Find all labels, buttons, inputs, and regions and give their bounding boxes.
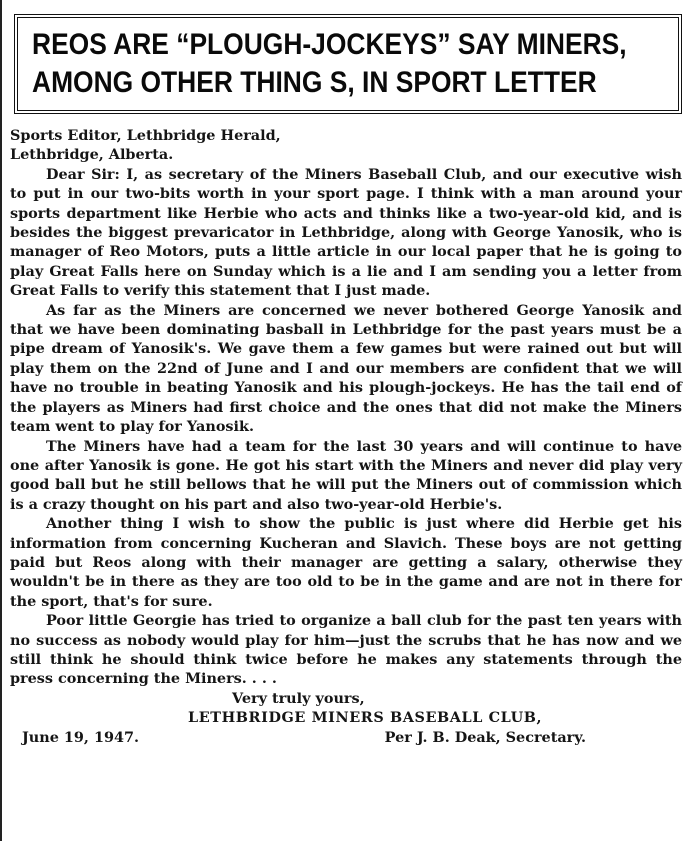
headline-box xyxy=(14,14,682,114)
paragraph-3: The Miners have had a team for the last 30 years and will continue to have one after Yanosik is gone. He got his start with the Miners and never did play very good ball but he still bellows that he will put the Miners out of commission which is a crazy thought on his part and also two-year-old Herbie's. xyxy=(10,437,682,513)
recipient-city: Lethbridge, Alberta. xyxy=(10,146,174,164)
paragraph-1: Dear Sir: I, as secretary of the Miners Baseball Club, and our executive wish to put in our two-bits worth in your sport page. I think with a man around your sports department like Herbie who acts and thinks like a two-year-old kid, and is besides the biggest prevaricator in Lethbridge, along with George Yanosik, who is manager of Reo Motors, puts a little article in our local paper that he is going to play Great Falls here on Sunday which is a lie and I am sending you a letter from Great Falls to verify this statement that I just made. xyxy=(10,165,682,300)
recipient-line: Sports Editor, Lethbridge Herald, xyxy=(10,127,281,144)
headline-line-2: AMONG OTHER THING S, IN SPORT LETTER xyxy=(32,66,597,99)
paragraph-5: Poor little Georgie has tried to organize a ball club for the past ten years with no success as nobody would play for him—just the scrubs that he has now and we still think he should think twice before he makes any statements through the press concerning the Miners. . . . xyxy=(10,612,682,688)
letter-date: June 19, 1947. xyxy=(22,728,140,746)
letter-body xyxy=(10,126,682,747)
club-name: LETHBRIDGE MINERS BASEBALL CLUB, xyxy=(188,709,543,727)
closing-salutation: Very truly yours, xyxy=(232,689,365,707)
paragraph-2: As far as the Miners are concerned we never bothered George Yanosik and that we have been dominating basball in Lethbridge for the past years must be a pipe dream of Yanosik's. We gave them a few games but were rained out but will play them on the 22nd of June and I and our members are confident that we will have no trouble in beating Yanosik and his plough-jockeys. He has the tail end of the players as Miners had first choice and the ones that did not make the Miners team went to play for Yanosik. xyxy=(10,301,682,436)
headline-line-1: REOS ARE “PLOUGH-JOCKEYS” SAY MINERS, xyxy=(32,28,627,61)
signature-row xyxy=(10,728,682,747)
paragraph-4: Another thing I wish to show the public is just where did Herbie get his information from concerning Kucheran and Slavich. These boys are not getting paid but Reos along with their manager are getting a salary, otherwise they wouldn't be in there as they are too old to be in the game and are not in there for the sport, that's for sure. xyxy=(10,515,682,610)
signature: Per J. B. Deak, Secretary. xyxy=(384,728,586,746)
